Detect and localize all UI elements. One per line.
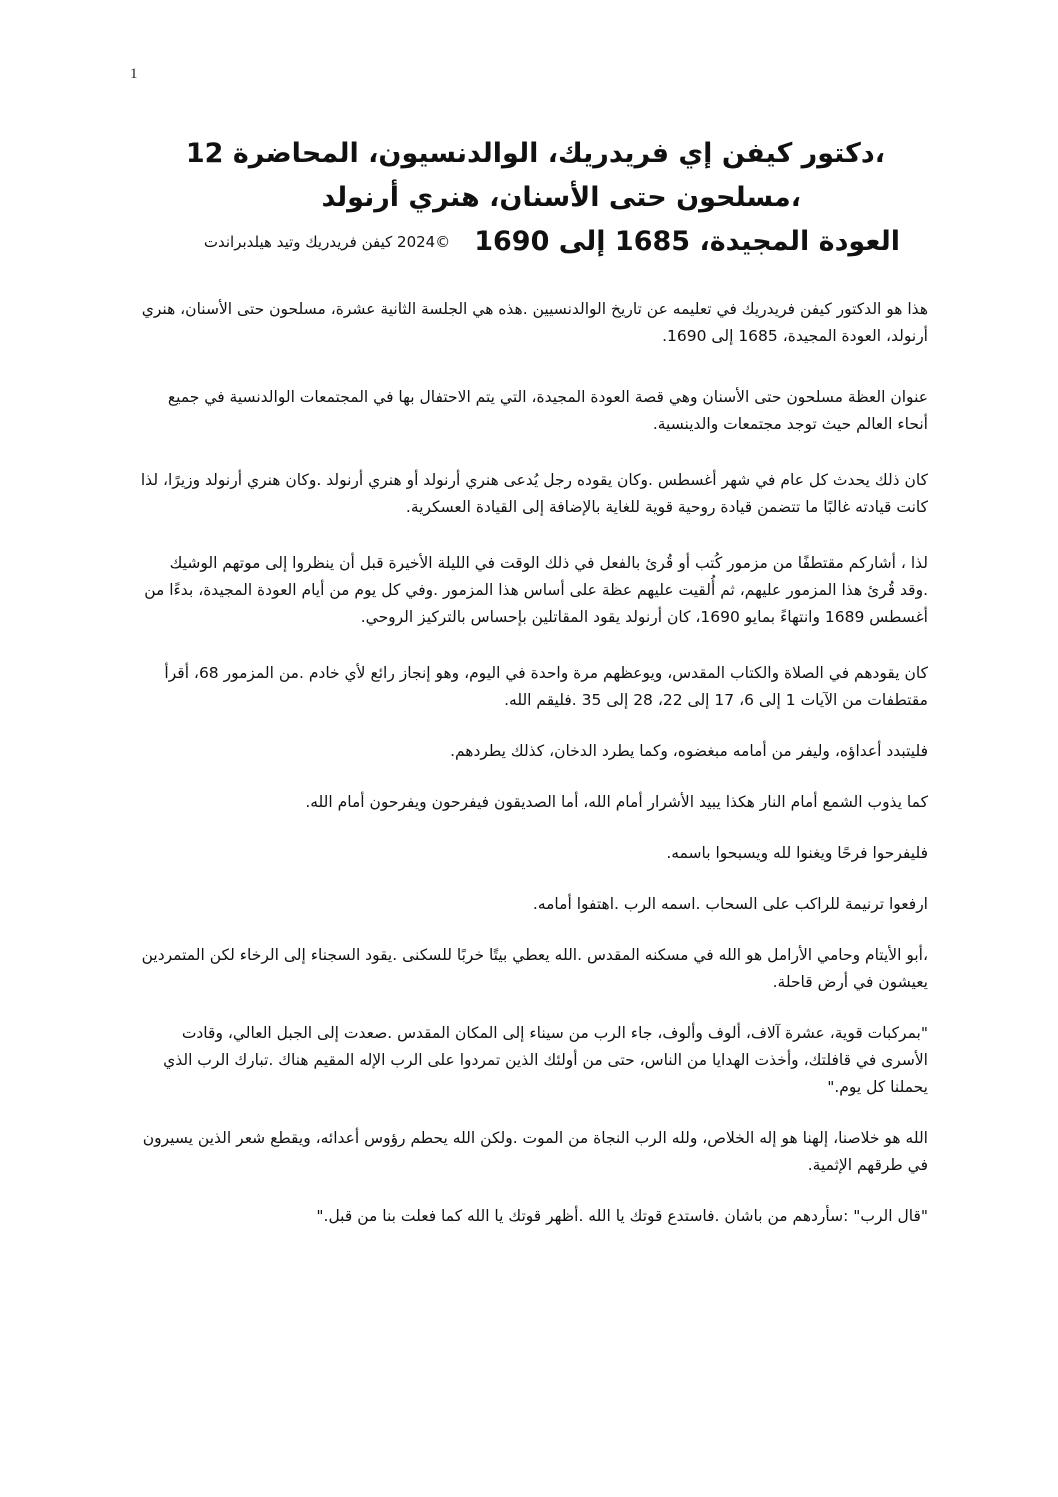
title-dates: العودة المجيدة، 1685 إلى 1690 <box>474 226 900 257</box>
paragraph-prayer: كان يقودهم في الصلاة والكتاب المقدس، ويوعظهم مرة واحدة في اليوم، وهو إنجاز رائع لأي خادم .من المزمور 68، أقرأ مقتطفات من الآيات 1 إلى 6، 17 إلى 22، 28 إلى 35 .فليقم الله. <box>164 664 928 709</box>
title-line-1: ،دكتور كيفن إي فريدريك، الوالدنسيون، المحاضرة 12 <box>185 138 885 169</box>
copyright-notice: ©2024 كيفن فريدريك وتيد هيلدبراندت <box>203 233 451 251</box>
paragraph-verse-salvation: الله هو خلاصنا، إلهنا هو إله الخلاص، ولله الرب النجاة من الموت .ولكن الله يحطم رؤوس أعدائه، ويقطع شعر الذين يسيرون في طرقهم الإثمية. <box>142 1129 928 1174</box>
document-body <box>138 296 928 1230</box>
paragraph-august: كان ذلك يحدث كل عام في شهر أغسطس .وكان يقوده رجل يُدعى هنري أرنولد أو هنري أرنولد .وكان هنري أرنولد وزيرًا، لذا كانت قيادته غالبًا ما تتضمن قيادة روحية قوية للغاية بالإضافة إلى القيادة العسكرية. <box>140 471 928 516</box>
title-line-2: ،مسلحون حتى الأسنان، هنري أرنولد <box>321 182 801 213</box>
paragraph-intro: هذا هو الدكتور كيفن فريدريك في تعليمه عن تاريخ الوالدنسيين .هذه هي الجلسة الثانية عشرة، مسلحون حتى الأسنان، هنري أرنولد، العودة المجيدة، 1685 إلى 1690. <box>141 300 928 345</box>
paragraph-sermon-title: عنوان العظة مسلحون حتى الأسنان وهي قصة العودة المجيدة، التي يتم الاحتفال بها في المجتمعات الوالدنسية في جميع أنحاء العالم حيث توجد مجتمعات والدينسية. <box>167 388 928 433</box>
paragraph-verse-bashan: "قال الرب" :سأردهم من باشان .فاستدع قوتك يا الله .أظهر قوتك يا الله كما فعلت بنا من قبل." <box>316 1207 928 1225</box>
paragraph-verse-rejoice: فليفرحوا فرحًا ويغنوا لله ويسبحوا باسمه. <box>666 844 928 862</box>
paragraph-verse-song: ارفعوا ترنيمة للراكب على السحاب .اسمه الرب .اهتفوا أمامه. <box>532 895 928 913</box>
paragraph-verse-chariots: "بمركبات قوية، عشرة آلاف، ألوف وألوف، جاء الرب من سيناء إلى المكان المقدس .صعدت إلى الجبل العالي، وقادت الأسرى في قافلتك، وأخذت الهدايا من الناس، حتى من أولئك الذين تمردوا على الرب الإله المقيم هناك .تبارك الرب الذي يحملنا كل يوم." <box>163 1024 928 1096</box>
title-line-3 <box>160 220 900 264</box>
paragraph-psalm-intro: لذا ، أشاركم مقتطفًا من مزمور كُتب أو قُرئ بالفعل في ذلك الوقت في الليلة الأخيرة قبل أن ينظروا إلى موتهم الوشيك .وقد قُرئ هذا المزمور عليهم، ثم أُلقيت عليهم عظة على أساس هذا المزمور .وفي كل يوم من أيام العودة المجيدة، بدءًا من أغسطس 1689 وانتهاءً بمايو 1690، كان أرنولد يقود المقاتلين بإحساس بالتركيز الروحي. <box>144 554 928 626</box>
paragraph-verse-orphans: ،أبو الأيتام وحامي الأرامل هو الله في مسكنه المقدس .الله يعطي بيتًا خربًا للسكنى .يقود السجناء إلى الرخاء لكن المتمردين يعيشون في أرض قاحلة. <box>141 946 928 991</box>
page-number: 1 <box>130 66 138 82</box>
paragraph-verse-scatter: فليتبدد أعداؤه، وليفر من أمامه مبغضوه، وكما يطرد الدخان، كذلك يطردهم. <box>450 742 928 760</box>
document-title <box>160 132 900 264</box>
paragraph-verse-wax: كما يذوب الشمع أمام النار هكذا يبيد الأشرار أمام الله، أما الصديقون فيفرحون ويفرحون أمام الله. <box>305 793 928 811</box>
